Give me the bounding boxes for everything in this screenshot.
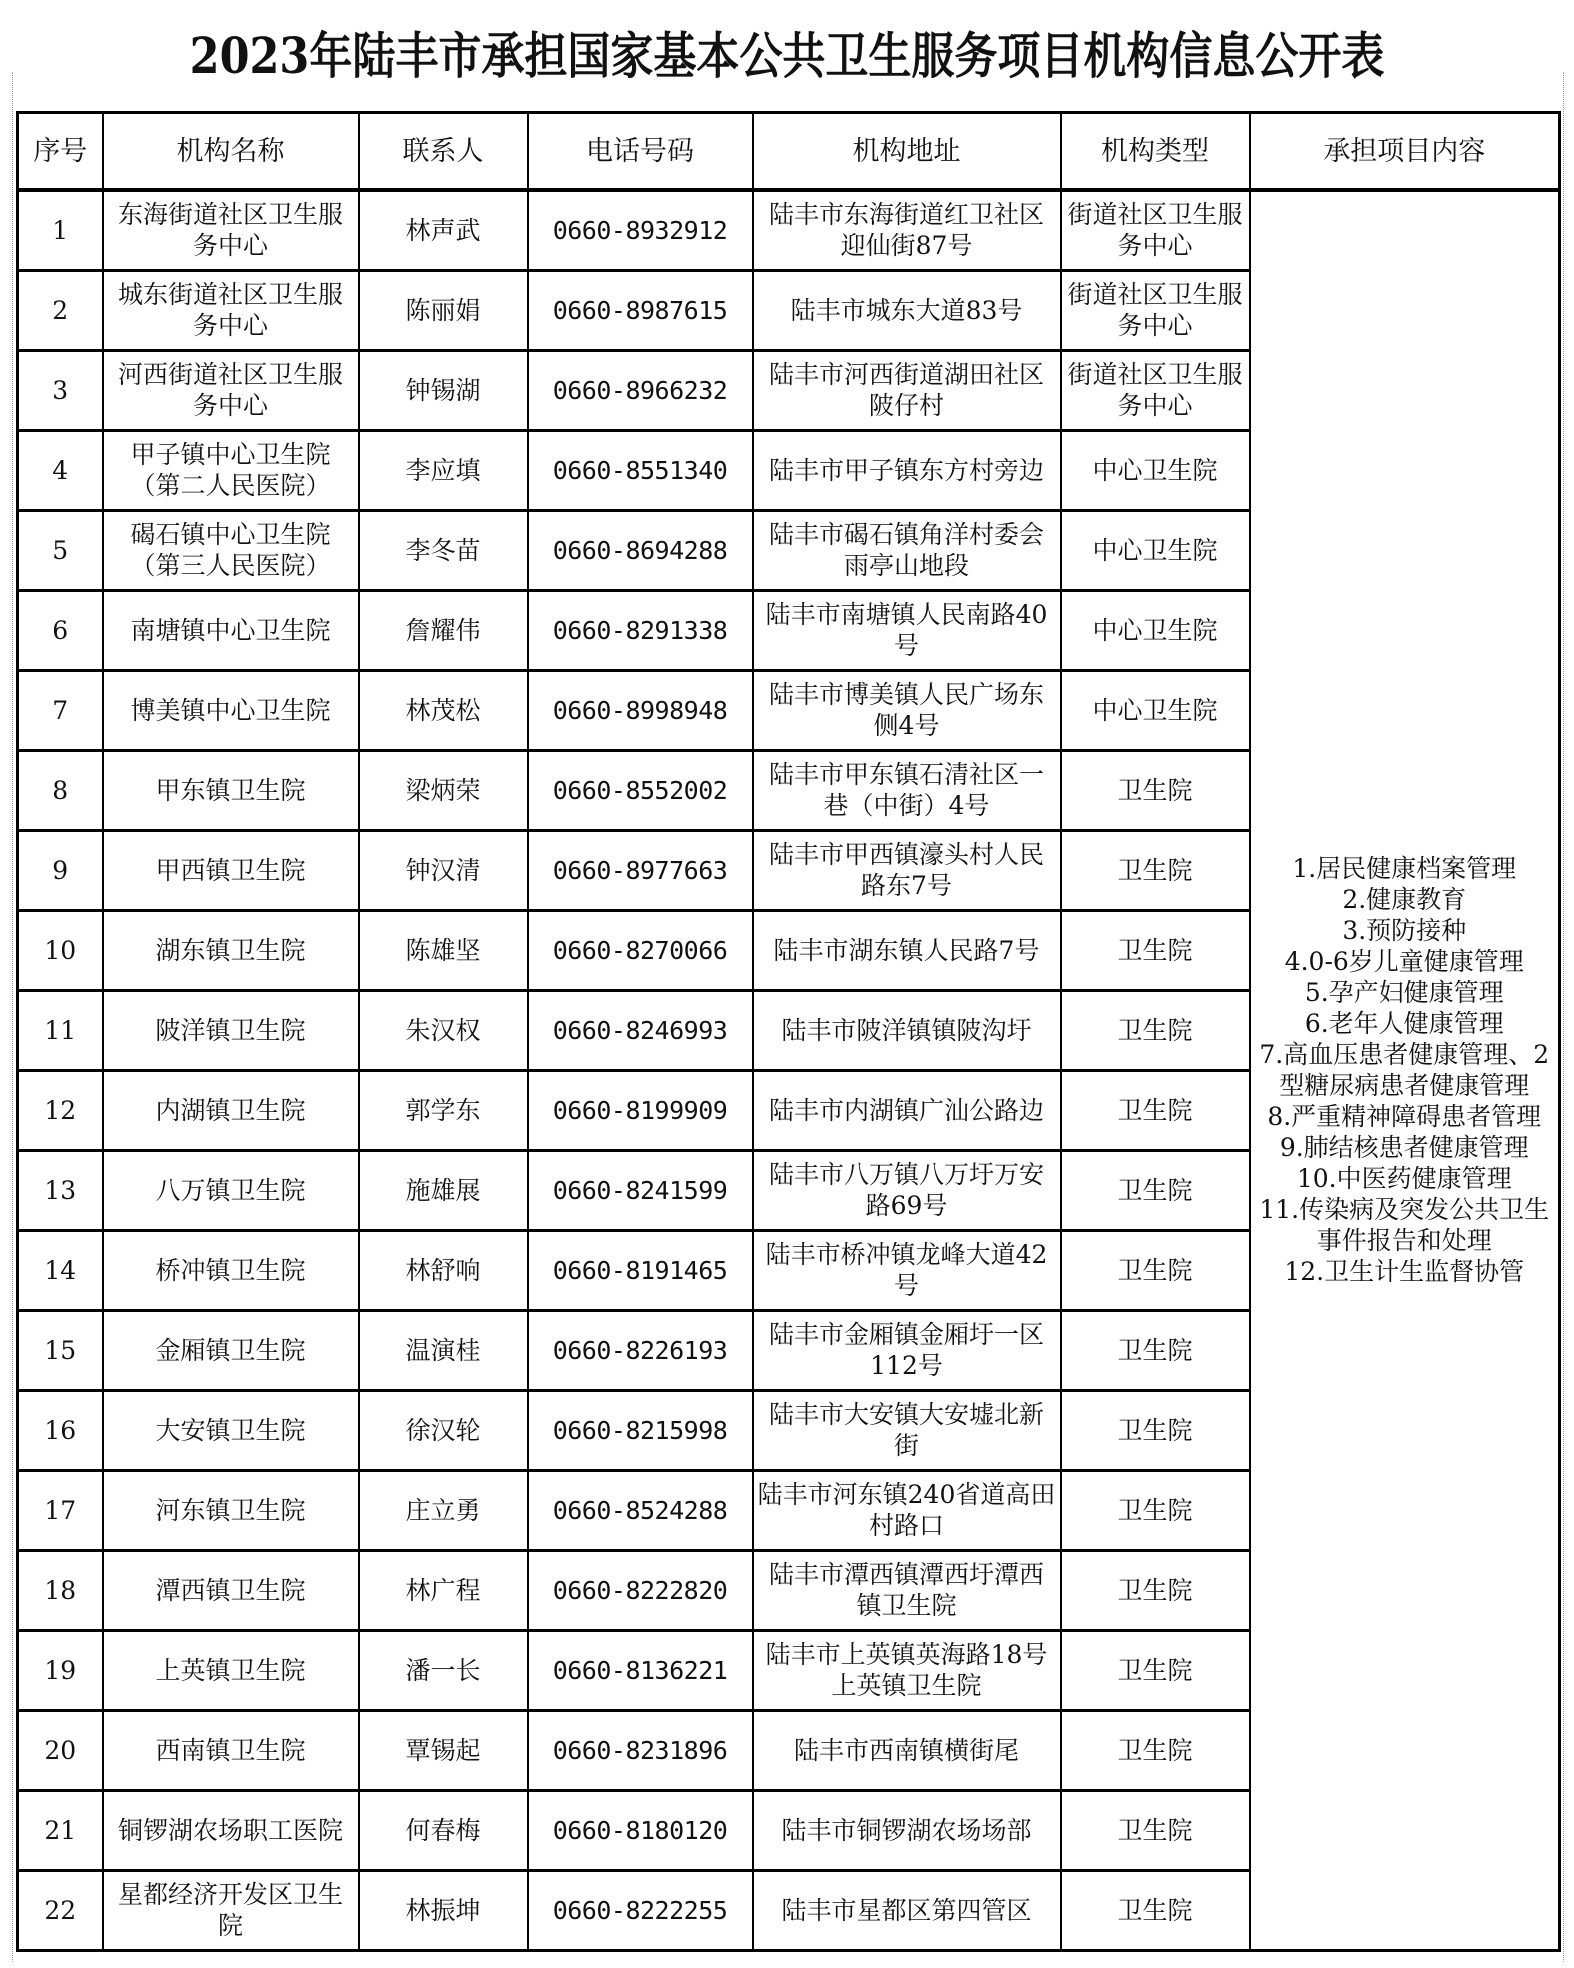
header-index: 序号 bbox=[18, 113, 103, 191]
phone-number: 0660-8191465 bbox=[528, 1230, 753, 1310]
row-index: 1 bbox=[18, 190, 103, 270]
institution-address: 陆丰市城东大道83号 bbox=[753, 270, 1061, 350]
contact-person: 陈丽娟 bbox=[359, 270, 528, 350]
contact-person: 李应填 bbox=[359, 430, 528, 510]
project-content-cell bbox=[1250, 190, 1560, 1950]
institution-address: 陆丰市博美镇人民广场东侧4号 bbox=[753, 670, 1061, 750]
institution-address: 陆丰市八万镇八万圩万安路69号 bbox=[753, 1150, 1061, 1230]
institution-type: 卫生院 bbox=[1061, 1070, 1250, 1150]
institution-address: 陆丰市东海街道红卫社区迎仙街87号 bbox=[753, 190, 1061, 270]
institution-type: 卫生院 bbox=[1061, 830, 1250, 910]
institution-name: 城东街道社区卫生服务中心 bbox=[103, 270, 359, 350]
project-content-list bbox=[1255, 853, 1555, 1287]
institution-type: 卫生院 bbox=[1061, 1550, 1250, 1630]
row-index: 13 bbox=[18, 1150, 103, 1230]
phone-number: 0660-8222820 bbox=[528, 1550, 753, 1630]
project-content-item: 6.老年人健康管理 bbox=[1304, 1009, 1504, 1039]
contact-person: 朱汉权 bbox=[359, 990, 528, 1070]
header-project-content: 承担项目内容 bbox=[1250, 113, 1560, 191]
institution-name: 铜锣湖农场职工医院 bbox=[103, 1790, 359, 1870]
contact-person: 钟汉清 bbox=[359, 830, 528, 910]
institution-address: 陆丰市铜锣湖农场场部 bbox=[753, 1790, 1061, 1870]
institution-type: 中心卫生院 bbox=[1061, 430, 1250, 510]
institution-name: 河西街道社区卫生服务中心 bbox=[103, 350, 359, 430]
row-index: 21 bbox=[18, 1790, 103, 1870]
row-index: 22 bbox=[18, 1870, 103, 1950]
contact-person: 覃锡起 bbox=[359, 1710, 528, 1790]
project-content-item: 11.传染病及突发公共卫生事件报告和处理 bbox=[1259, 1195, 1550, 1256]
institution-type: 中心卫生院 bbox=[1061, 670, 1250, 750]
institution-address: 陆丰市湖东镇人民路7号 bbox=[753, 910, 1061, 990]
institution-type: 卫生院 bbox=[1061, 1310, 1250, 1390]
row-index: 10 bbox=[18, 910, 103, 990]
institution-name: 甲东镇卫生院 bbox=[103, 750, 359, 830]
institution-address: 陆丰市河西街道湖田社区陂仔村 bbox=[753, 350, 1061, 430]
phone-number: 0660-8291338 bbox=[528, 590, 753, 670]
institution-type: 街道社区卫生服务中心 bbox=[1061, 190, 1250, 270]
row-index: 11 bbox=[18, 990, 103, 1070]
row-index: 15 bbox=[18, 1310, 103, 1390]
institution-name: 西南镇卫生院 bbox=[103, 1710, 359, 1790]
header-row bbox=[18, 113, 1560, 191]
phone-number: 0660-8524288 bbox=[528, 1470, 753, 1550]
table-body bbox=[18, 190, 1560, 1950]
institution-type: 卫生院 bbox=[1061, 910, 1250, 990]
institution-name: 南塘镇中心卫生院 bbox=[103, 590, 359, 670]
table-row bbox=[18, 190, 1560, 270]
page-title: 2023年陆丰市承担国家基本公共卫生服务项目机构信息公开表 bbox=[189, 28, 1385, 86]
contact-person: 徐汉轮 bbox=[359, 1390, 528, 1470]
institution-name: 湖东镇卫生院 bbox=[103, 910, 359, 990]
row-index: 2 bbox=[18, 270, 103, 350]
contact-person: 郭学东 bbox=[359, 1070, 528, 1150]
row-index: 14 bbox=[18, 1230, 103, 1310]
contact-person: 林广程 bbox=[359, 1550, 528, 1630]
institution-address: 陆丰市河东镇240省道高田村路口 bbox=[753, 1470, 1061, 1550]
project-content-item: 2.健康教育 bbox=[1342, 885, 1467, 915]
row-index: 9 bbox=[18, 830, 103, 910]
institution-name: 甲子镇中心卫生院（第二人民医院） bbox=[103, 430, 359, 510]
project-content-item: 1.居民健康档案管理 bbox=[1292, 854, 1517, 884]
institution-name: 陂洋镇卫生院 bbox=[103, 990, 359, 1070]
institution-name: 河东镇卫生院 bbox=[103, 1470, 359, 1550]
institution-type: 中心卫生院 bbox=[1061, 510, 1250, 590]
contact-person: 梁炳荣 bbox=[359, 750, 528, 830]
institution-name: 东海街道社区卫生服务中心 bbox=[103, 190, 359, 270]
institution-type: 卫生院 bbox=[1061, 1870, 1250, 1950]
header-contact: 联系人 bbox=[359, 113, 528, 191]
header-phone: 电话号码 bbox=[528, 113, 753, 191]
row-index: 4 bbox=[18, 430, 103, 510]
contact-person: 詹耀伟 bbox=[359, 590, 528, 670]
institution-type: 卫生院 bbox=[1061, 1230, 1250, 1310]
header-address: 机构地址 bbox=[753, 113, 1061, 191]
institution-name: 甲西镇卫生院 bbox=[103, 830, 359, 910]
phone-number: 0660-8966232 bbox=[528, 350, 753, 430]
phone-number: 0660-8932912 bbox=[528, 190, 753, 270]
contact-person: 林茂松 bbox=[359, 670, 528, 750]
institution-name: 上英镇卫生院 bbox=[103, 1630, 359, 1710]
institution-type: 卫生院 bbox=[1061, 1710, 1250, 1790]
contact-person: 温演桂 bbox=[359, 1310, 528, 1390]
institution-type: 卫生院 bbox=[1061, 1630, 1250, 1710]
institution-address: 陆丰市南塘镇人民南路40号 bbox=[753, 590, 1061, 670]
project-content-item: 12.卫生计生监督协管 bbox=[1284, 1257, 1525, 1287]
contact-person: 陈雄坚 bbox=[359, 910, 528, 990]
project-content-item: 5.孕产妇健康管理 bbox=[1304, 978, 1504, 1008]
institution-address: 陆丰市甲子镇东方村旁边 bbox=[753, 430, 1061, 510]
institution-type: 街道社区卫生服务中心 bbox=[1061, 350, 1250, 430]
institution-name: 碣石镇中心卫生院（第三人民医院） bbox=[103, 510, 359, 590]
institution-address: 陆丰市金厢镇金厢圩一区112号 bbox=[753, 1310, 1061, 1390]
institution-address: 陆丰市陂洋镇镇陂沟圩 bbox=[753, 990, 1061, 1070]
phone-number: 0660-8246993 bbox=[528, 990, 753, 1070]
phone-number: 0660-8694288 bbox=[528, 510, 753, 590]
contact-person: 林声武 bbox=[359, 190, 528, 270]
row-index: 12 bbox=[18, 1070, 103, 1150]
institution-type: 卫生院 bbox=[1061, 990, 1250, 1070]
institution-address: 陆丰市上英镇英海路18号上英镇卫生院 bbox=[753, 1630, 1061, 1710]
institution-type: 卫生院 bbox=[1061, 1470, 1250, 1550]
institution-type: 中心卫生院 bbox=[1061, 590, 1250, 670]
institution-address: 陆丰市潭西镇潭西圩潭西镇卫生院 bbox=[753, 1550, 1061, 1630]
contact-person: 何春梅 bbox=[359, 1790, 528, 1870]
project-content-item: 3.预防接种 bbox=[1342, 916, 1467, 946]
institution-table bbox=[16, 111, 1561, 1952]
institution-address: 陆丰市内湖镇广汕公路边 bbox=[753, 1070, 1061, 1150]
institution-address: 陆丰市西南镇横街尾 bbox=[753, 1710, 1061, 1790]
institution-address: 陆丰市碣石镇角洋村委会雨亭山地段 bbox=[753, 510, 1061, 590]
project-content-item: 7.高血压患者健康管理、2型糖尿病患者健康管理 bbox=[1259, 1040, 1550, 1101]
row-index: 17 bbox=[18, 1470, 103, 1550]
row-index: 8 bbox=[18, 750, 103, 830]
header-type: 机构类型 bbox=[1061, 113, 1250, 191]
phone-number: 0660-8551340 bbox=[528, 430, 753, 510]
row-index: 7 bbox=[18, 670, 103, 750]
institution-address: 陆丰市星都区第四管区 bbox=[753, 1870, 1061, 1950]
institution-name: 潭西镇卫生院 bbox=[103, 1550, 359, 1630]
phone-number: 0660-8215998 bbox=[528, 1390, 753, 1470]
contact-person: 潘一长 bbox=[359, 1630, 528, 1710]
institution-address: 陆丰市甲西镇濠头村人民路东7号 bbox=[753, 830, 1061, 910]
row-index: 3 bbox=[18, 350, 103, 430]
institution-address: 陆丰市桥冲镇龙峰大道42号 bbox=[753, 1230, 1061, 1310]
row-index: 16 bbox=[18, 1390, 103, 1470]
phone-number: 0660-8180120 bbox=[528, 1790, 753, 1870]
row-index: 18 bbox=[18, 1550, 103, 1630]
contact-person: 钟锡湖 bbox=[359, 350, 528, 430]
phone-number: 0660-8226193 bbox=[528, 1310, 753, 1390]
phone-number: 0660-8998948 bbox=[528, 670, 753, 750]
institution-address: 陆丰市大安镇大安墟北新街 bbox=[753, 1390, 1061, 1470]
contact-person: 林振坤 bbox=[359, 1870, 528, 1950]
project-content-item: 9.肺结核患者健康管理 bbox=[1279, 1133, 1529, 1163]
phone-number: 0660-8231896 bbox=[528, 1710, 753, 1790]
phone-number: 0660-8222255 bbox=[528, 1870, 753, 1950]
phone-number: 0660-8136221 bbox=[528, 1630, 753, 1710]
institution-name: 星都经济开发区卫生院 bbox=[103, 1870, 359, 1950]
phone-number: 0660-8270066 bbox=[528, 910, 753, 990]
institution-type: 街道社区卫生服务中心 bbox=[1061, 270, 1250, 350]
phone-number: 0660-8241599 bbox=[528, 1150, 753, 1230]
contact-person: 庄立勇 bbox=[359, 1470, 528, 1550]
phone-number: 0660-8987615 bbox=[528, 270, 753, 350]
row-index: 6 bbox=[18, 590, 103, 670]
row-index: 19 bbox=[18, 1630, 103, 1710]
project-content-item: 10.中医药健康管理 bbox=[1296, 1164, 1512, 1194]
row-index: 5 bbox=[18, 510, 103, 590]
institution-type: 卫生院 bbox=[1061, 1390, 1250, 1470]
project-content-item: 4.0-6岁儿童健康管理 bbox=[1284, 947, 1524, 977]
row-index: 20 bbox=[18, 1710, 103, 1790]
institution-address: 陆丰市甲东镇石清社区一巷（中街）4号 bbox=[753, 750, 1061, 830]
institution-type: 卫生院 bbox=[1061, 750, 1250, 830]
institution-name: 八万镇卫生院 bbox=[103, 1150, 359, 1230]
project-content-item: 8.严重精神障碍患者管理 bbox=[1267, 1102, 1542, 1132]
phone-number: 0660-8552002 bbox=[528, 750, 753, 830]
institution-type: 卫生院 bbox=[1061, 1790, 1250, 1870]
institution-name: 桥冲镇卫生院 bbox=[103, 1230, 359, 1310]
institution-type: 卫生院 bbox=[1061, 1150, 1250, 1230]
institution-name: 金厢镇卫生院 bbox=[103, 1310, 359, 1390]
institution-name: 大安镇卫生院 bbox=[103, 1390, 359, 1470]
contact-person: 施雄展 bbox=[359, 1150, 528, 1230]
header-name: 机构名称 bbox=[103, 113, 359, 191]
contact-person: 林舒响 bbox=[359, 1230, 528, 1310]
institution-name: 博美镇中心卫生院 bbox=[103, 670, 359, 750]
phone-number: 0660-8977663 bbox=[528, 830, 753, 910]
phone-number: 0660-8199909 bbox=[528, 1070, 753, 1150]
institution-name: 内湖镇卫生院 bbox=[103, 1070, 359, 1150]
contact-person: 李冬苗 bbox=[359, 510, 528, 590]
